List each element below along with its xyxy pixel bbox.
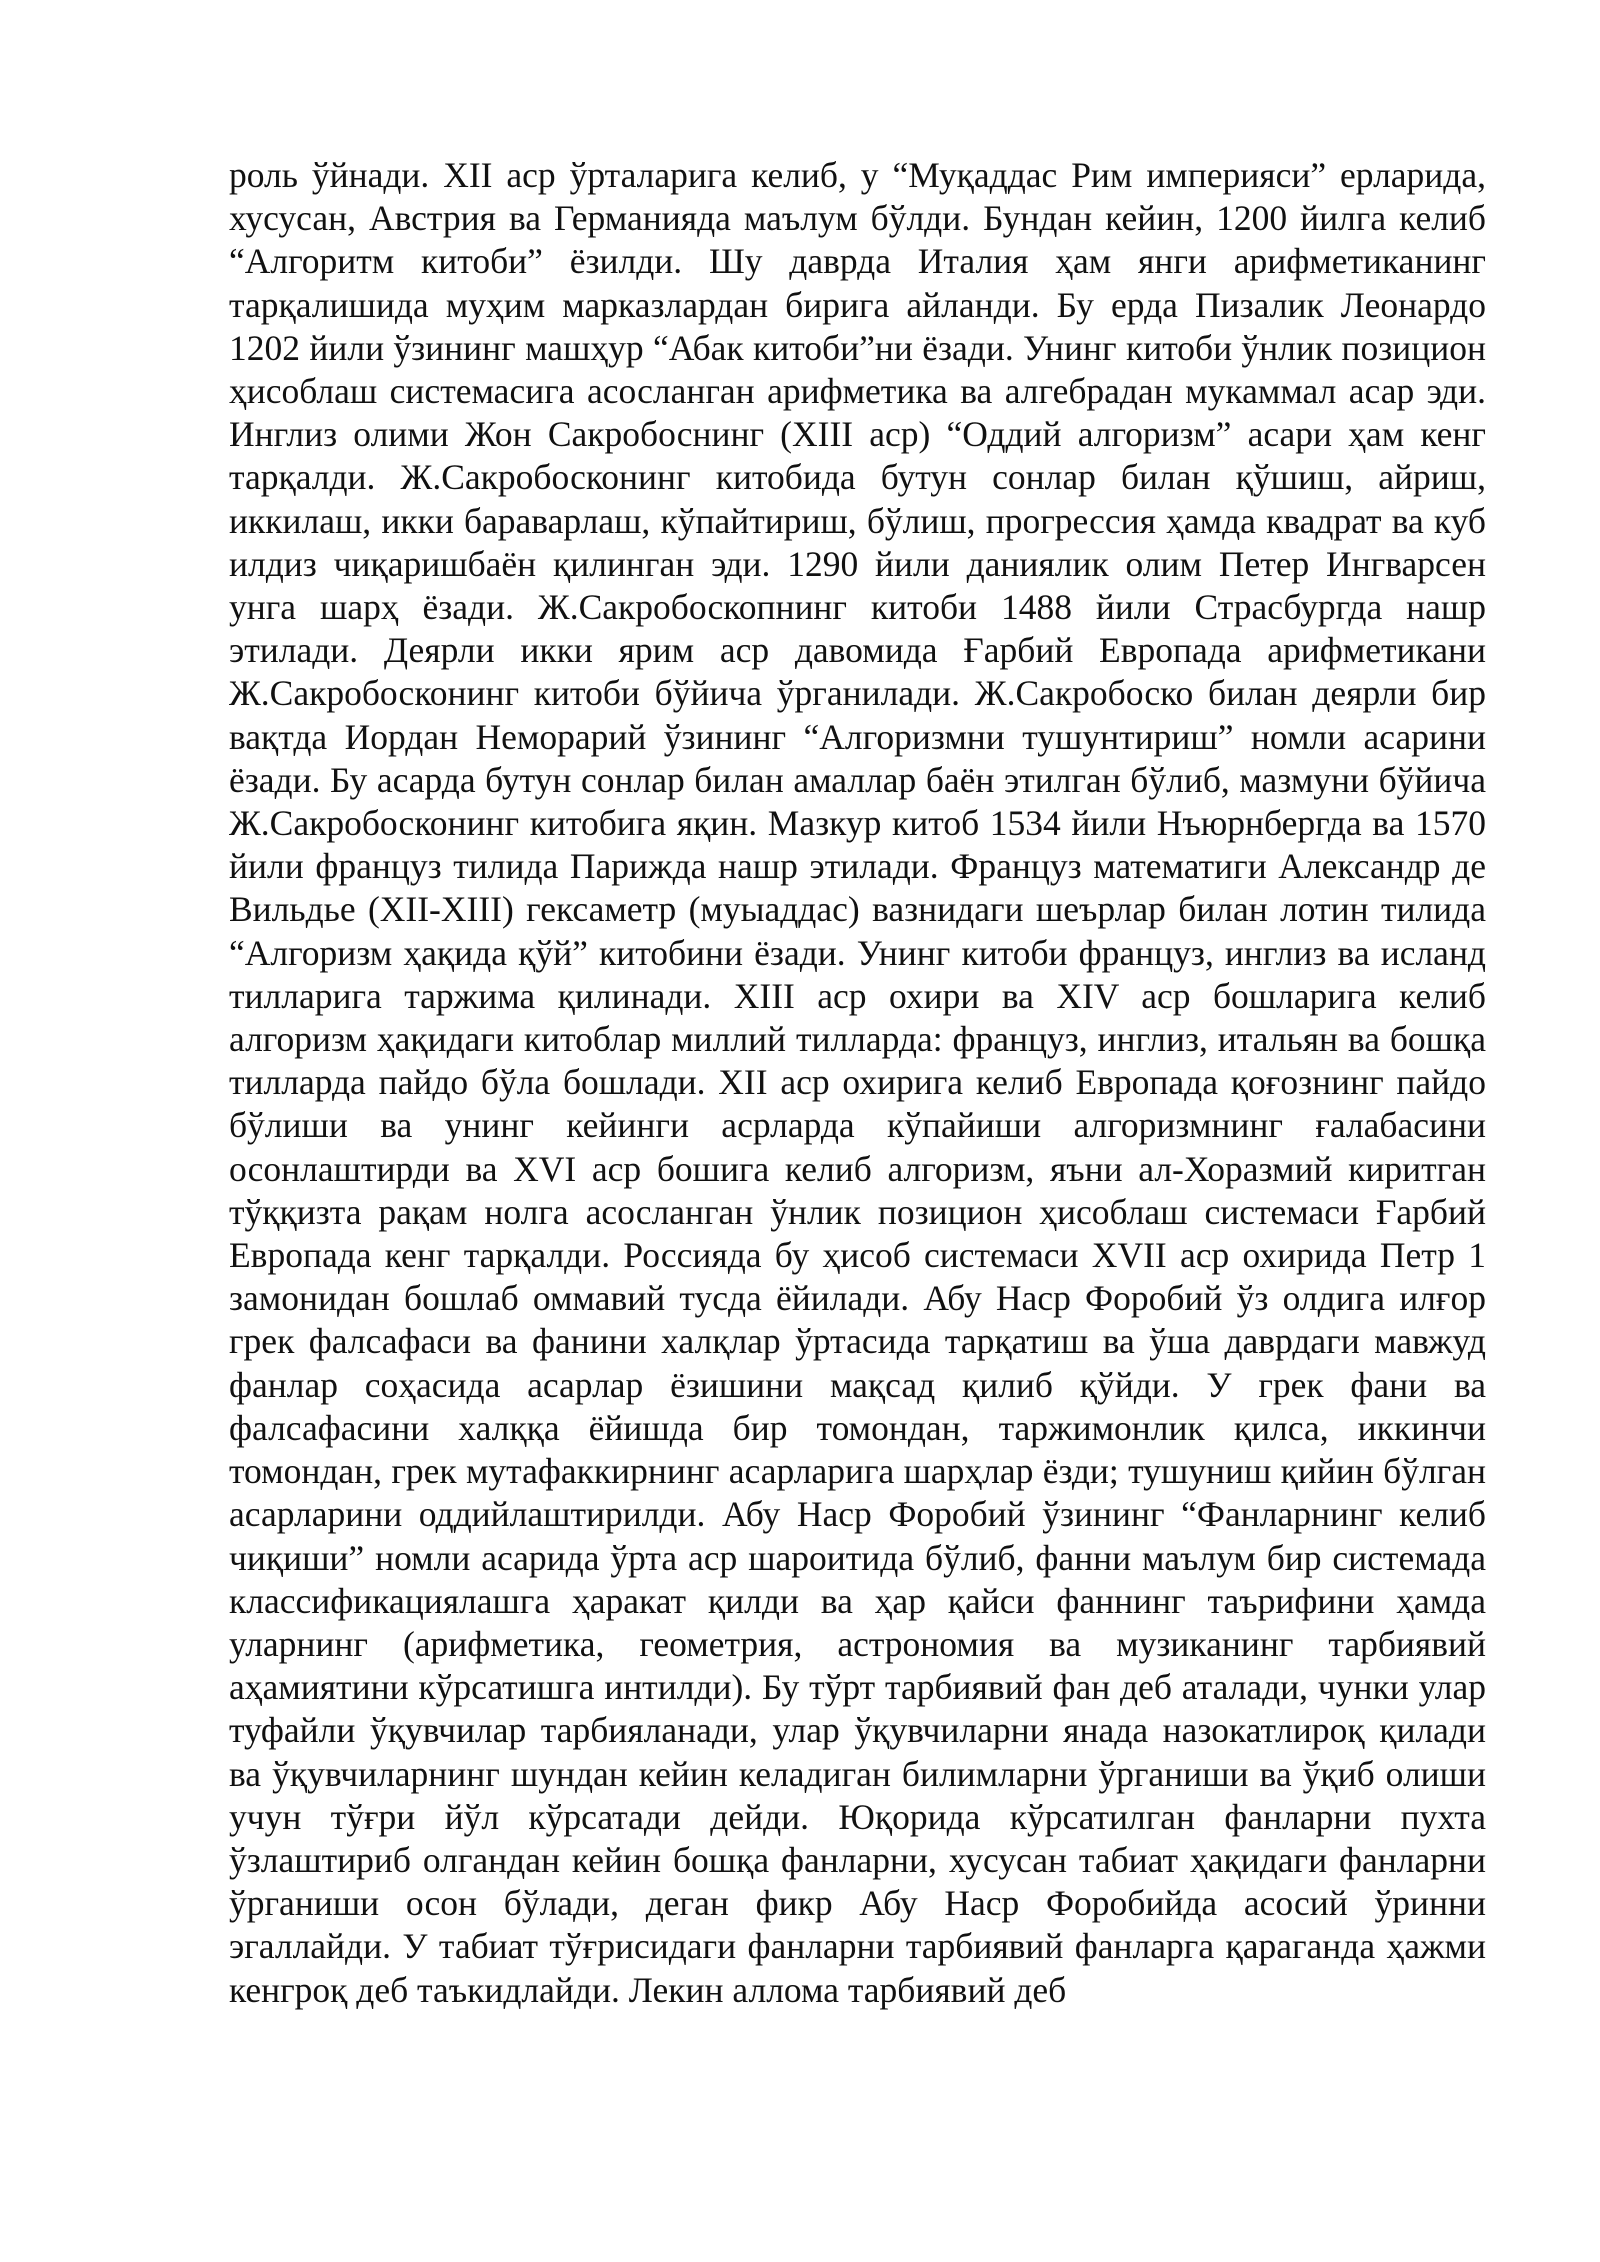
- body-paragraph: роль ўйнади. XII аср ўрталарига келиб, у “Муқаддас Рим империяси” ерларида, хусусан, Австрия ва Германияда маълум бўлди. Бундан кейин, 1200 йилга келиб “Алгоритм китоби” ёзилди. Шу даврда Италия ҳам янги арифметиканинг тарқалишида муҳим марказлардан бирига айланди. Бу ерда Пизалик Леонардо 1202 йили ўзининг машҳур “Абак китоби”ни ёзади. Унинг китоби ўнлик позицион ҳисоблаш системасига асосланган арифметика ва алгебрадан мукаммал асар эди. Инглиз олими Жон Сакробоснинг (XIII аср) “Оддий алгоризм” асари ҳам кенг тарқалди. Ж.Сакробосконинг китобида бутун сонлар билан қўшиш, айриш, иккилаш, икки бараварлаш, кўпайтириш, бўлиш, прогрессия ҳамда квадрат ва куб илдиз чиқаришбаён қилинган эди. 1290 йили даниялик олим Петер Ингварсен унга шарҳ ёзади. Ж.Сакробоскопнинг китоби 1488 йили Страсбургда нашр этилади. Деярли икки ярим аср давомида Ғарбий Европада арифметикани Ж.Сакробосконинг китоби бўйича ўрганилади. Ж.Сакробоско билан деярли бир вақтда Иордан Неморарий ўзининг “Алгоризмни тушунтириш” номли асарини ёзади. Бу асарда бутун сонлар билан амаллар баён этилган бўлиб, мазмуни бўйича Ж.Сакробосконинг китобига яқин. Мазкур китоб 1534 йили Нъюрнбергда ва 1570 йили француз тилида Парижда нашр этилади. Француз математиги Александр де Вильдье (XII-XIII) гексаметр (муыаддас) вазнидаги шеърлар билан лотин тилида “Алгоризм ҳақида қўй” китобини ёзади. Унинг китоби француз, инглиз ва исланд тилларига таржима қилинади. XIII аср охири ва XIV аср бошларига келиб алгоризм ҳақидаги китоблар миллий тилларда: француз, инглиз, итальян ва бошқа тилларда пайдо бўла бошлади. XII аср охирига келиб Европада қоғознинг пайдо бўлиши ва унинг кейинги асрларда кўпайиши алгоризмнинг ғалабасини осонлаштирди ва XVI аср бошига келиб алгоризм, яъни ал-Хоразмий киритган тўққизта рақам нолга асосланган ўнлик позицион ҳисоблаш системаси Ғарбий Европада кенг тарқалди. Россияда бу ҳисоб системаси XVII аср охирида Петр 1 замонидан бошлаб оммавий тусда ёйилади. Абу Наср Форобий ўз олдига илғор грек фалсафаси ва фанини халқлар ўртасида тарқатиш ва ўша даврдаги мавжуд фанлар соҳасида асарлар ёзишини мақсад қилиб қўйди. У грек фани ва фалсафасини халққа ёйишда бир томондан, таржимонлик қилса, иккинчи томондан, грек мутафаккирнинг асарларига шарҳлар ёзди; тушуниш қийин бўлган асарларини оддийлаштирилди. Абу Наср Форобий ўзининг “Фанларнинг келиб чиқиши” номли асарида ўрта аср шароитида бўлиб, фанни маълум бир системада классификациялашга ҳаракат қилди ва ҳар қайси фаннинг таърифини ҳамда уларнинг (арифметика, геометрия, астрономия ва музиканинг тарбиявий аҳамиятини кўрсатишга интилди). Бу тўрт тарбиявий фан деб аталади, чунки улар туфайли ўқувчилар тарбияланади, улар ўқувчиларни янада назокатлироқ қилади ва ўқувчиларнинг шундан кейин келадиган билимларни ўрганиши ва ўқиб олиши учун тўғри йўл кўрсатади дейди. Юқорида кўрсатилган фанларни пухта ўзлаштириб олгандан кейин бошқа фанларни, хусусан табиат ҳақидаги фанларни ўрганиши осон бўлади, деган фикр Абу Наср Форобийда асосий ўринни эгаллайди. У табиат тўғрисидаги фанларни тарбиявий фанларга қараганда ҳажми кенгроқ деб таъкидлайди. Лекин аллома тарбиявий деб: [229, 155, 1486, 2010]
